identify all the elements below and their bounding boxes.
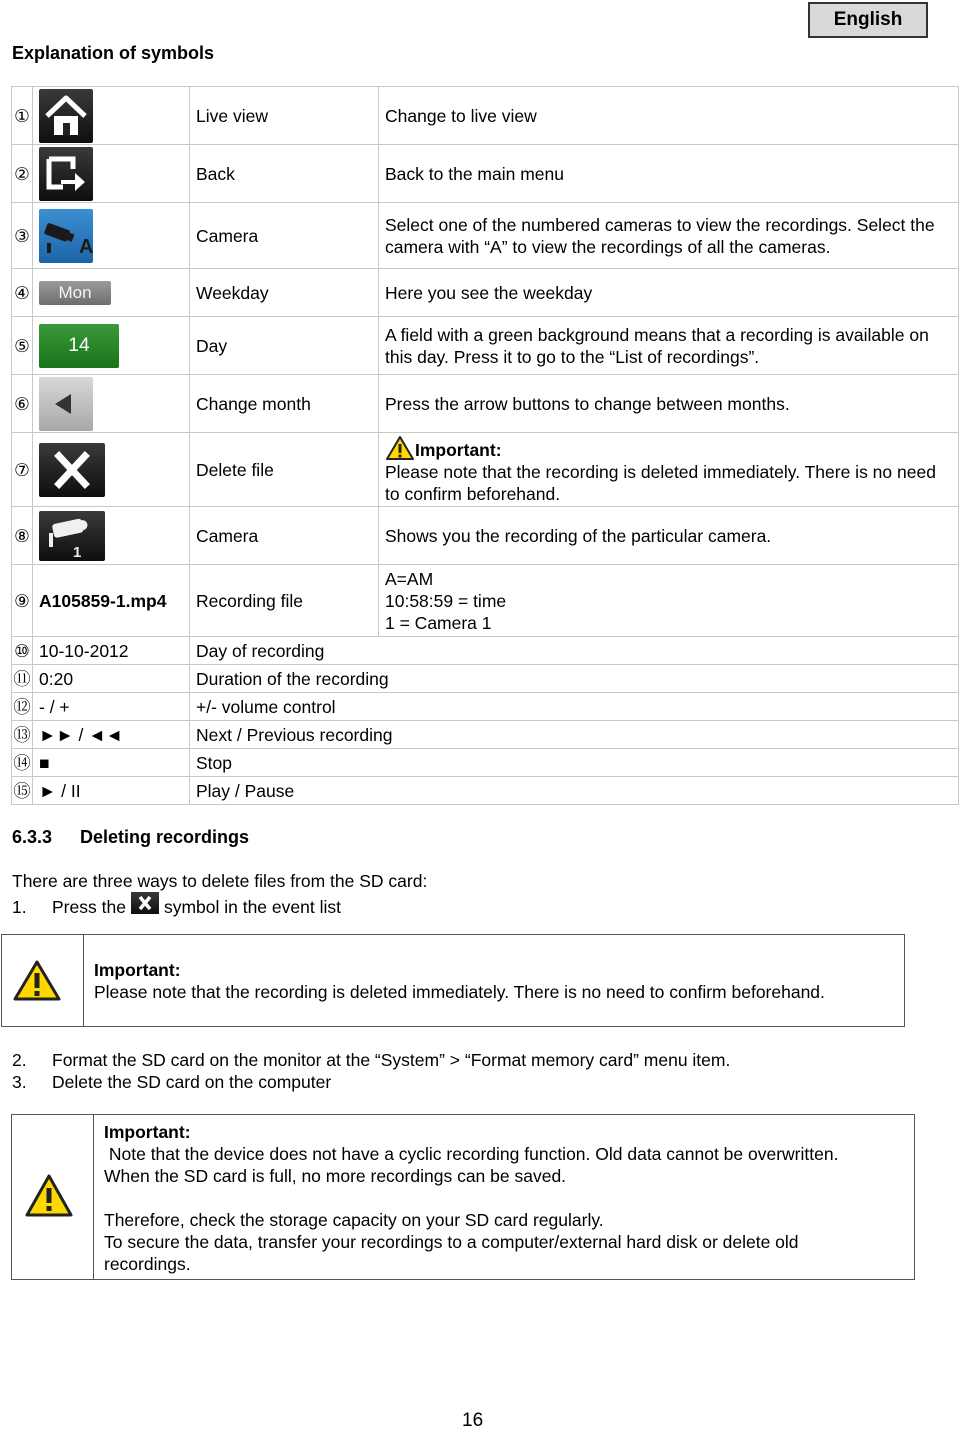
warning-icon: [24, 1173, 74, 1219]
symbol-label: Duration of the recording: [190, 665, 959, 693]
section-title: Deleting recordings: [80, 827, 250, 847]
intro-text: There are three ways to delete files from the SD card:: [12, 871, 428, 891]
symbol-label: Delete file: [190, 433, 379, 507]
symbol-description: Here you see the weekday: [379, 269, 959, 317]
symbol-label: Change month: [190, 375, 379, 433]
step-1-post: symbol in the event list: [163, 897, 341, 917]
table-row: [12, 317, 959, 375]
back-arrow-icon: [39, 147, 93, 201]
left-arrow-icon: [39, 377, 93, 431]
icon-cell: [33, 433, 190, 507]
table-row: [12, 693, 959, 721]
icon-cell: [33, 507, 190, 565]
delete-x-icon: [131, 892, 159, 914]
note-line: Therefore, check the storage capacity on your SD card regularly.: [104, 1210, 604, 1230]
table-row: [12, 375, 959, 433]
symbol-description: Back to the main menu: [379, 145, 959, 203]
row-number: ③: [12, 203, 33, 269]
table-row: [12, 665, 959, 693]
row-number: ①: [12, 87, 33, 145]
warning-icon: [385, 435, 415, 461]
row-number: ⑬: [12, 721, 33, 749]
weekday-icon: Mon: [39, 281, 111, 305]
symbol-description: Shows you the recording of the particular camera.: [379, 507, 959, 565]
important-text: Please note that the recording is deleted immediately. There is no need to confirm beforehand.: [385, 461, 936, 504]
symbol-label: Next / Previous recording: [190, 721, 959, 749]
symbol-text: ► / II: [33, 777, 190, 805]
symbol-label: Day: [190, 317, 379, 375]
row-number: ②: [12, 145, 33, 203]
symbol-description: [379, 565, 959, 637]
svg-text:A: A: [79, 235, 93, 258]
section-number: 6.3.3: [12, 827, 53, 847]
note-line: When the SD card is full, no more recordings can be saved.: [104, 1166, 567, 1186]
row-number: ⑤: [12, 317, 33, 375]
icon-cell: [33, 87, 190, 145]
note-line: Note that the device does not have a cyclic recording function. Old data cannot be overwritten.: [104, 1144, 839, 1164]
language-badge: English: [808, 2, 928, 38]
symbol-description: [379, 433, 959, 507]
symbol-text: 10-10-2012: [33, 637, 190, 665]
row-number: ⑪: [12, 665, 33, 693]
table-row: [12, 565, 959, 637]
symbol-label: Play / Pause: [190, 777, 959, 805]
symbols-table: [11, 86, 959, 805]
table-row: [12, 777, 959, 805]
desc-line: 1 = Camera 1: [385, 612, 492, 633]
row-number: ⑩: [12, 637, 33, 665]
symbol-description: Press the arrow buttons to change between months.: [379, 375, 959, 433]
home-icon: [39, 89, 93, 143]
icon-cell: [33, 269, 190, 317]
row-number: ⑦: [12, 433, 33, 507]
row-number: ⑭: [12, 749, 33, 777]
symbol-description: Select one of the numbered cameras to view the recordings. Select the camera with “A” to view the recordings of all the cameras.: [379, 203, 959, 269]
filename-text: A105859-1.mp4: [33, 565, 190, 637]
symbol-label: Stop: [190, 749, 959, 777]
table-row: [12, 87, 959, 145]
warning-icon: [12, 959, 62, 1003]
page-number: 16: [462, 1410, 484, 1431]
symbol-label: Camera: [190, 507, 379, 565]
note-line: recordings.: [104, 1254, 191, 1274]
desc-line: A=AM: [385, 568, 434, 589]
symbol-text: 0:20: [33, 665, 190, 693]
symbol-label: Day of recording: [190, 637, 959, 665]
desc-line: 10:58:59 = time: [385, 590, 507, 611]
camera-1-icon: [39, 511, 105, 561]
page-title: Explanation of symbols: [12, 43, 215, 63]
step-number: 1.: [12, 897, 27, 917]
icon-cell: [33, 203, 190, 269]
note-title: Important:: [94, 960, 181, 980]
icon-cell: [33, 317, 190, 375]
symbol-label: Weekday: [190, 269, 379, 317]
symbol-description: A field with a green background means that a recording is available on this day. Press it to go to the “List of recordings”.: [379, 317, 959, 375]
step-number: 2.: [12, 1050, 27, 1070]
important-note-box: [1, 934, 905, 1027]
note-title: Important:: [104, 1122, 191, 1142]
note-line: To secure the data, transfer your recordings to a computer/external hard disk or delete old: [104, 1232, 799, 1252]
row-number: ④: [12, 269, 33, 317]
stop-icon: ■: [33, 749, 190, 777]
icon-cell: [33, 375, 190, 433]
step-number: 3.: [12, 1072, 27, 1092]
table-row: [12, 721, 959, 749]
camera-number: 1: [73, 543, 82, 561]
row-number: ⑥: [12, 375, 33, 433]
symbol-text: ►► / ◄◄: [33, 721, 190, 749]
table-row: [12, 203, 959, 269]
note-text: Please note that the recording is deleted immediately. There is no need to confirm beforehand.: [94, 982, 825, 1002]
symbol-label: Recording file: [190, 565, 379, 637]
symbol-label: Live view: [190, 87, 379, 145]
row-number: ⑫: [12, 693, 33, 721]
row-number: ⑨: [12, 565, 33, 637]
delete-x-icon: [39, 443, 105, 497]
symbol-label: Camera: [190, 203, 379, 269]
table-row: [12, 145, 959, 203]
symbol-label: Back: [190, 145, 379, 203]
symbol-label: +/- volume control: [190, 693, 959, 721]
symbol-text: - / +: [33, 693, 190, 721]
important-label: Important:: [415, 439, 502, 460]
table-row: [12, 269, 959, 317]
row-number: ⑮: [12, 777, 33, 805]
camera-a-icon: [39, 209, 93, 263]
table-row: [12, 507, 959, 565]
day-icon: 14: [39, 324, 119, 368]
step-3: Delete the SD card on the computer: [52, 1072, 332, 1092]
table-row: [12, 433, 959, 507]
symbol-description: Change to live view: [379, 87, 959, 145]
step-2: Format the SD card on the monitor at the “System” > “Format memory card” menu item.: [52, 1050, 731, 1070]
icon-cell: [33, 145, 190, 203]
important-note-box: [11, 1114, 915, 1280]
table-row: [12, 637, 959, 665]
step-1: [52, 896, 341, 918]
table-row: [12, 749, 959, 777]
row-number: ⑧: [12, 507, 33, 565]
step-1-pre: Press the: [52, 897, 126, 917]
